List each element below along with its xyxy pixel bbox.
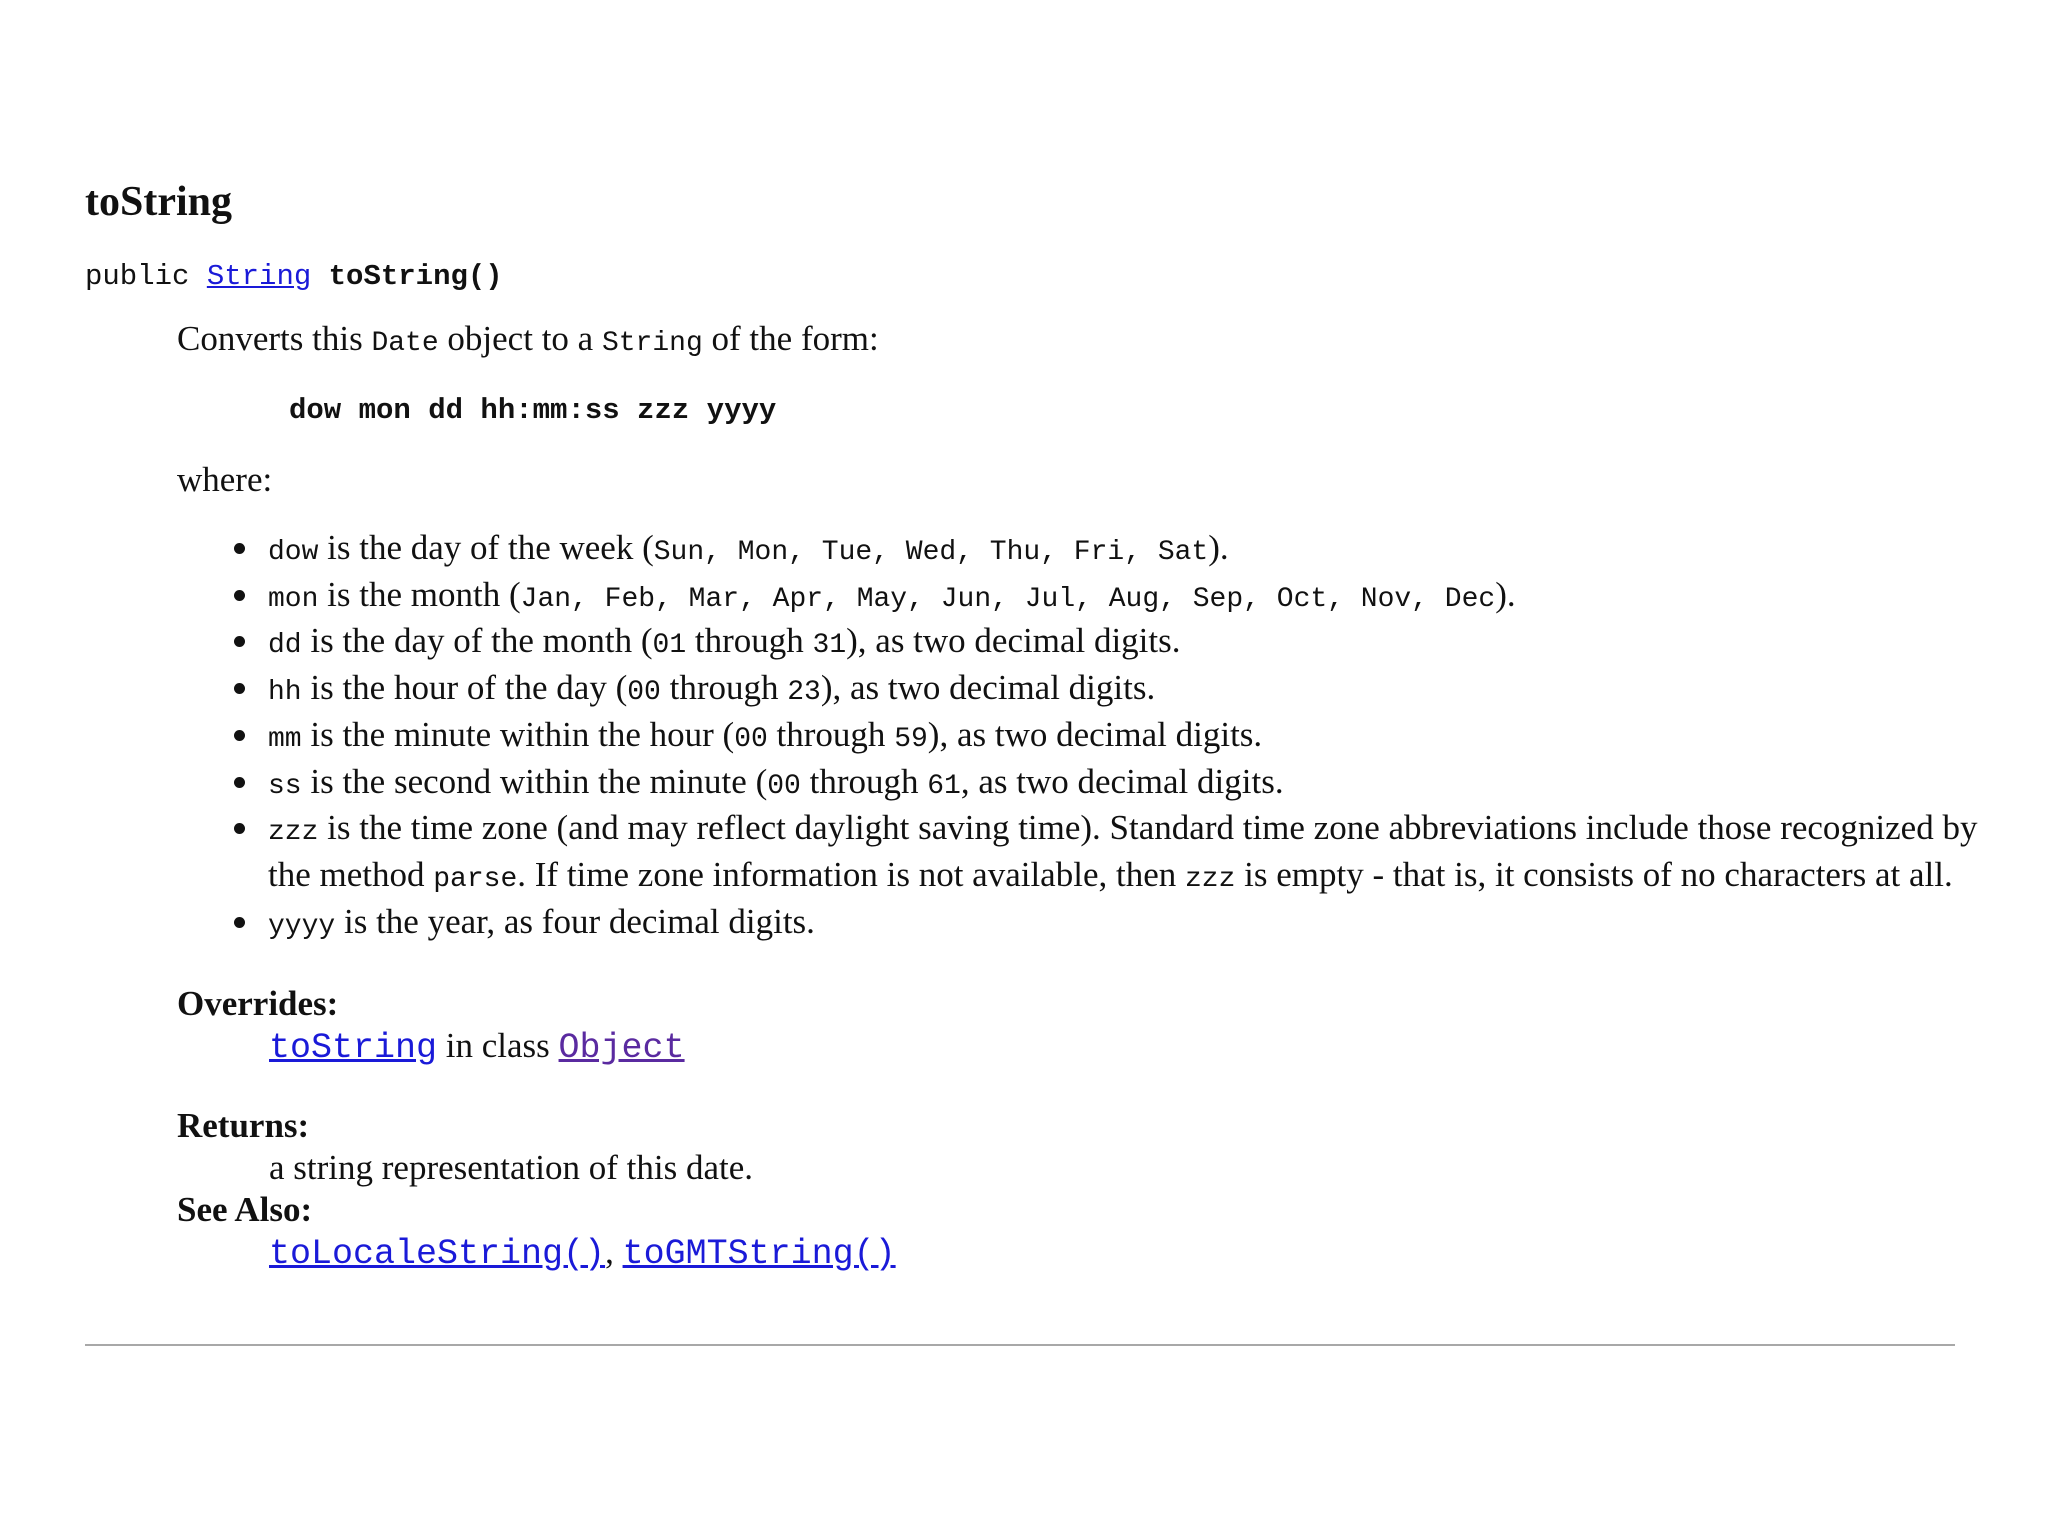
field-text: through: [660, 668, 788, 708]
overrides-body: [269, 1025, 1955, 1069]
field-text: through: [686, 621, 813, 661]
field-text: ), as two decimal digits.: [846, 621, 1181, 661]
field-code: ss: [268, 770, 302, 802]
horizontal-rule: [85, 1344, 1955, 1346]
description-text: of the form:: [711, 319, 879, 358]
field-text: ), as two decimal digits.: [927, 714, 1263, 754]
field-text: through: [767, 714, 895, 754]
returns-label: Returns:: [177, 1106, 310, 1146]
field-text: . If time zone information is not available, then: [517, 854, 1185, 894]
field-text: is the day of the month (: [301, 621, 653, 661]
field-text: is the year, as four decimal digits.: [335, 901, 815, 941]
overrides-label: Overrides:: [177, 984, 339, 1024]
field-text: is empty - that is, it consists of no characters at all.: [1235, 854, 1953, 894]
signature-method-name: toString: [328, 260, 468, 293]
field-text: is the time zone (and may reflect daylight saving time). Standard time zone abbreviations include those recognized by the method: [268, 808, 1978, 894]
field-text: is the second within the minute (: [301, 761, 768, 801]
see-also-body: [269, 1231, 1955, 1275]
method-signature: [85, 260, 1955, 294]
field-values: Jan, Feb, Mar, Apr, May, Jun, Jul, Aug, Sep, Oct, Nov, Dec: [520, 583, 1496, 615]
field-range-end: 23: [787, 677, 821, 709]
field-range-end: 59: [894, 723, 928, 755]
description-code-date: Date: [371, 328, 439, 359]
list-item-yyyy: [268, 901, 2028, 948]
see-also-link-togmtstring[interactable]: toGMTString(): [622, 1234, 896, 1275]
field-range-end: 61: [927, 770, 961, 802]
signature-modifier: public: [85, 260, 190, 293]
return-type-link[interactable]: String: [206, 260, 312, 293]
description-text: object to a: [447, 319, 594, 358]
field-code-zzz: zzz: [1184, 863, 1236, 895]
list-item-mon: [268, 574, 2028, 621]
field-text: is the month (: [318, 574, 521, 614]
field-code: hh: [268, 677, 302, 709]
format-pattern: dow mon dd hh:mm:ss zzz yyyy: [289, 394, 777, 427]
field-text: , as two decimal digits.: [960, 761, 1284, 801]
field-method-parse: parse: [433, 863, 518, 895]
field-text: is the hour of the day (: [301, 668, 628, 708]
overrides-class-link[interactable]: Object: [558, 1028, 685, 1069]
see-also-label: See Also:: [177, 1190, 313, 1230]
field-code: mm: [268, 723, 302, 755]
field-code: mon: [268, 583, 319, 615]
field-code: zzz: [268, 817, 319, 849]
overrides-method-link[interactable]: toString: [269, 1028, 438, 1069]
field-text: ), as two decimal digits.: [820, 668, 1156, 708]
see-also-separator: ,: [605, 1232, 623, 1272]
see-also-link-tolocalestring[interactable]: toLocaleString(): [269, 1234, 606, 1275]
field-text: through: [800, 761, 928, 801]
field-values: Sun, Mon, Tue, Wed, Thu, Fri, Sat: [653, 537, 1209, 568]
field-range-start: 00: [734, 723, 768, 755]
javadoc-method-detail: [85, 178, 1978, 1275]
field-range-end: 31: [812, 630, 847, 662]
field-range-start: 00: [627, 677, 661, 709]
list-item-zzz: [268, 807, 2028, 900]
format-field-list: [85, 527, 2028, 947]
field-text: is the day of the week (: [318, 528, 654, 567]
list-item-dd: [268, 620, 2028, 667]
signature-params: (): [467, 260, 503, 293]
list-item-dow: [268, 527, 2028, 574]
method-title: toString: [85, 179, 232, 225]
field-text: ).: [1495, 574, 1516, 614]
field-range-start: 00: [767, 770, 801, 802]
returns-text: a string representation of this date.: [269, 1148, 754, 1188]
description-text: Converts this: [177, 319, 363, 358]
description-code-string: String: [601, 328, 703, 359]
list-item-ss: [268, 761, 2028, 808]
field-text: is the minute within the hour (: [301, 714, 735, 754]
list-item-mm: [268, 714, 2028, 761]
field-code: yyyy: [268, 910, 336, 942]
field-code: dow: [268, 537, 319, 568]
method-description: [177, 318, 1955, 365]
overrides-in-class-text: in class: [437, 1026, 559, 1066]
field-code: dd: [268, 630, 302, 662]
list-item-hh: [268, 667, 2028, 714]
field-range-start: 01: [652, 630, 687, 662]
where-label: where:: [177, 460, 273, 499]
field-text: ).: [1208, 528, 1229, 567]
